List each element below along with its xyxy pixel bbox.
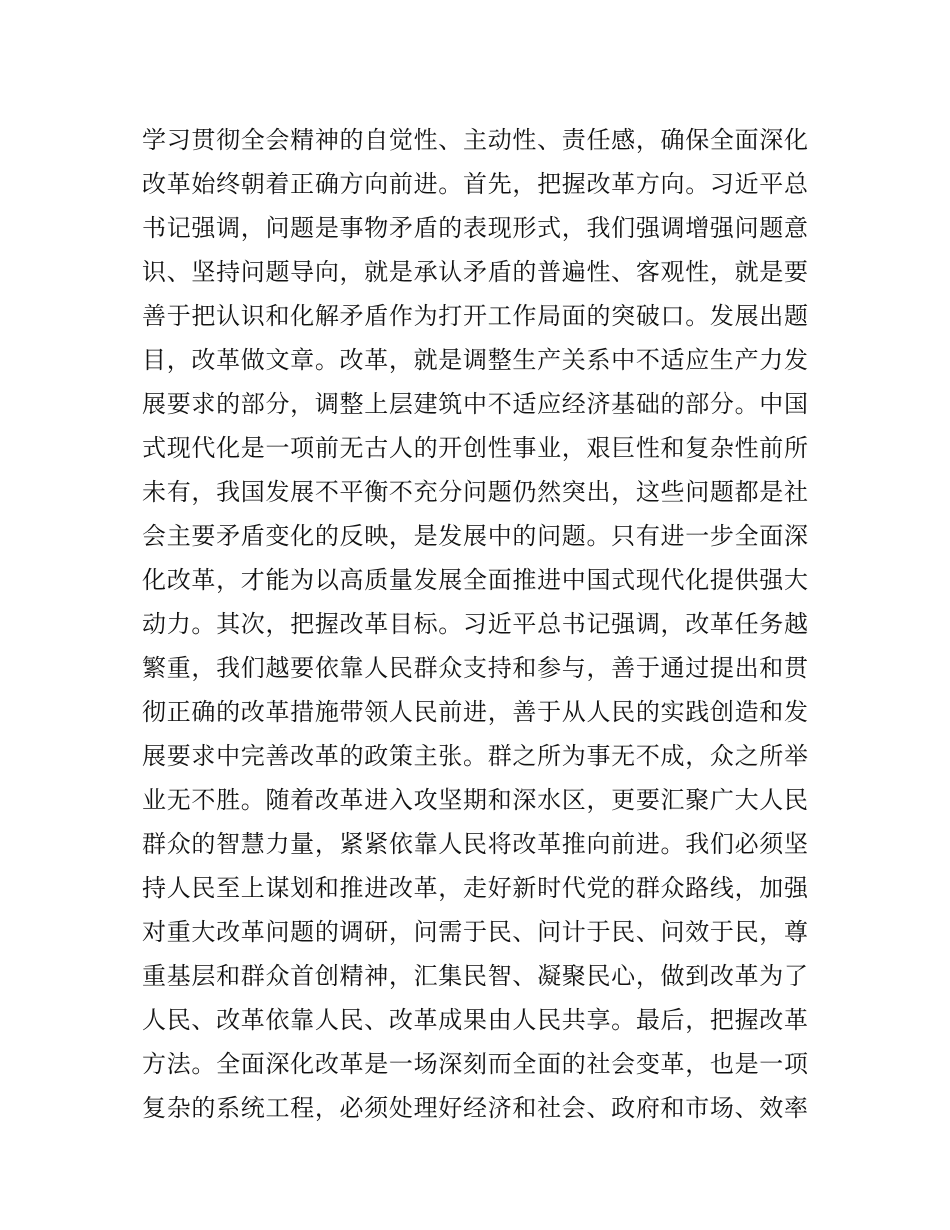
text-line: 重基层和群众首创精神，汇集民智、凝聚民心，做到改革为了 xyxy=(142,962,808,990)
text-line: 识、坚持问题导向，就是承认矛盾的普遍性、客观性，就是要 xyxy=(142,258,808,286)
text-line: 动力。其次，把握改革目标。习近平总书记强调，改革任务越 xyxy=(142,610,808,638)
text-line: 书记强调，问题是事物矛盾的表现形式，我们强调增强问题意 xyxy=(142,214,808,242)
text-line: 化改革，才能为以高质量发展全面推进中国式现代化提供强大 xyxy=(142,566,808,594)
text-line: 方法。全面深化改革是一场深刻而全面的社会变革，也是一项 xyxy=(142,1050,808,1078)
text-line: 学习贯彻全会精神的自觉性、主动性、责任感，确保全面深化 xyxy=(142,126,808,154)
text-line: 繁重，我们越要依靠人民群众支持和参与，善于通过提出和贯 xyxy=(142,654,808,682)
text-line: 人民、改革依靠人民、改革成果由人民共享。最后，把握改革 xyxy=(142,1006,808,1034)
text-line: 彻正确的改革措施带领人民前进，善于从人民的实践创造和发 xyxy=(142,698,808,726)
text-line: 群众的智慧力量，紧紧依靠人民将改革推向前进。我们必须坚 xyxy=(142,830,808,858)
text-line: 展要求中完善改革的政策主张。群之所为事无不成，众之所举 xyxy=(142,742,808,770)
text-line: 会主要矛盾变化的反映，是发展中的问题。只有进一步全面深 xyxy=(142,522,808,550)
text-line: 业无不胜。随着改革进入攻坚期和深水区，更要汇聚广大人民 xyxy=(142,786,808,814)
text-line: 未有，我国发展不平衡不充分问题仍然突出，这些问题都是社 xyxy=(142,478,808,506)
text-line: 展要求的部分，调整上层建筑中不适应经济基础的部分。中国 xyxy=(142,390,808,418)
text-line: 持人民至上谋划和推进改革，走好新时代党的群众路线，加强 xyxy=(142,874,808,902)
text-line: 改革始终朝着正确方向前进。首先，把握改革方向。习近平总 xyxy=(142,170,808,198)
text-line: 对重大改革问题的调研，问需于民、问计于民、问效于民，尊 xyxy=(142,918,808,946)
document-body xyxy=(142,118,808,1130)
text-line: 式现代化是一项前无古人的开创性事业，艰巨性和复杂性前所 xyxy=(142,434,808,462)
text-line: 善于把认识和化解矛盾作为打开工作局面的突破口。发展出题 xyxy=(142,302,808,330)
text-line: 目，改革做文章。改革，就是调整生产关系中不适应生产力发 xyxy=(142,346,808,374)
text-line: 复杂的系统工程，必须处理好经济和社会、政府和市场、效率 xyxy=(142,1094,808,1122)
